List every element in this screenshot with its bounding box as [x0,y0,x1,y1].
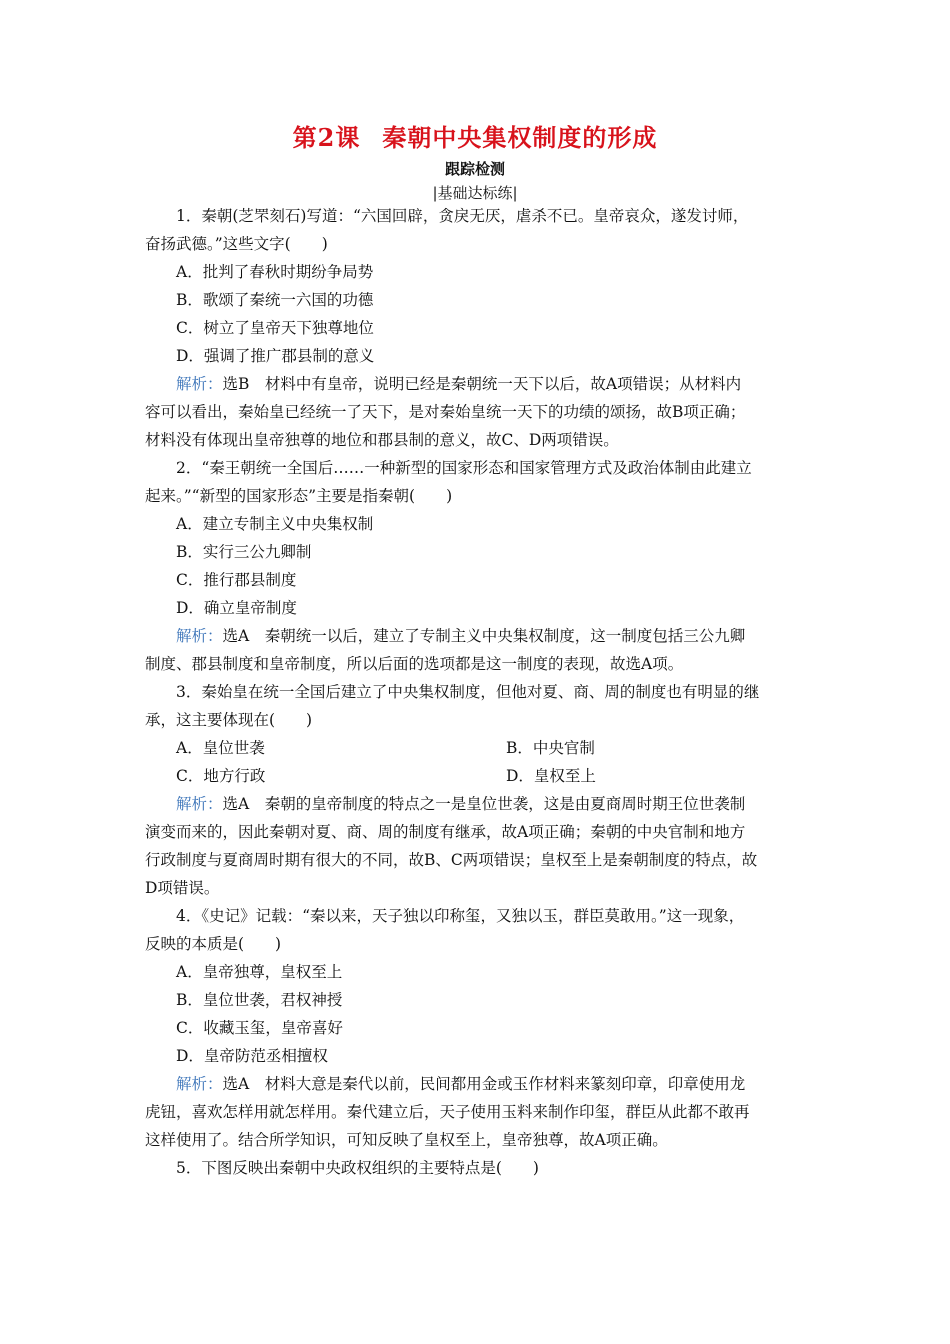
q2-option-a: A．建立专制主义中央集权制 [176,515,374,533]
q3-option-d: D．皇权至上 [506,767,596,785]
explanation-label: 解析： [176,375,223,393]
q3-explanation-line2: 演变而来的，因此秦朝对夏、商、周的制度有继承，故A项正确；秦朝的中央官制和地方 [145,823,746,841]
q2-explanation-line2: 制度、郡县制度和皇帝制度，所以后面的选项都是这一制度的表现，故选A项。 [145,655,684,673]
subtitle: 跟踪检测 [444,160,505,178]
q4-option-b: B．皇位世袭，君权神授 [176,991,343,1009]
section-label: |基础达标练| [432,184,518,202]
q2-option-c: C．推行郡县制度 [176,571,297,589]
question-list [145,202,813,1182]
q2-option-d: D．确立皇帝制度 [176,599,297,617]
q2-stem-line1: 2．“秦王朝统一全国后……一种新型的国家形态和国家管理方式及政治体制由此建立 [176,459,752,477]
q5-stem-line1: 5．下图反映出秦朝中央政权组织的主要特点是( ) [176,1159,539,1177]
q4-option-d: D．皇帝防范丞相擅权 [176,1047,328,1065]
q4-explanation-line2: 虎钮，喜欢怎样用就怎样用。秦代建立后，天子使用玉料来制作印玺，群臣从此都不敢再 [145,1103,750,1121]
q2-explanation-line1: 解析：选A 秦朝统一以后，建立了专制主义中央集权制度，这一制度包括三公九卿 [176,627,746,645]
q4-stem-line2: 反映的本质是( ) [145,935,282,953]
q4-stem-line1: 4．《史记》记载：“秦以来，天子独以印称玺，又独以玉，群臣莫敢用。”这一现象， [176,907,745,925]
lesson-name: 秦朝中央集权制度的形成 [382,123,658,152]
q2-stem-line2: 起来。”“新型的国家形态”主要是指秦朝( ) [145,487,453,505]
q3-option-b: B．中央官制 [506,739,595,757]
q3-stem-line1: 3．秦始皇在统一全国后建立了中央集权制度，但他对夏、商、周的制度也有明显的继 [176,683,760,701]
q3-explanation-line4: D项错误。 [145,879,220,897]
q4-option-c: C．收藏玉玺，皇帝喜好 [176,1019,343,1037]
q3-stem-line2: 承，这主要体现在( ) [145,711,313,729]
q3-option-c: C．地方行政 [176,767,266,785]
q3-options-row1 [145,734,813,762]
q1-option-b: B．歌颂了秦统一六国的功德 [176,291,374,309]
q1-stem-line2: 奋扬武德。”这些文字( ) [145,235,328,253]
q1-explanation-line3: 材料没有体现出皇帝独尊的地位和郡县制的意义，故C、D两项错误。 [145,431,619,449]
q1-explanation-line1: 解析：选B 材料中有皇帝，说明已经是秦朝统一天下以后，故A项错误；从材料内 [176,375,742,393]
explanation-label: 解析： [176,1075,223,1093]
q4-explanation-line1: 解析：选A 材料大意是秦代以前，民间都用金或玉作材料来篆刻印章，印章使用龙 [176,1075,746,1093]
explanation-label: 解析： [176,795,223,813]
q1-option-d: D．强调了推广郡县制的意义 [176,347,375,365]
q3-option-a: A．皇位世袭 [176,739,265,757]
q4-explanation-line3: 这样使用了。结合所学知识，可知反映了皇权至上，皇帝独尊，故A项正确。 [145,1131,668,1149]
lesson-number: 第2课 [292,123,361,152]
q1-explanation-line2: 容可以看出，秦始皇已经统一了天下，是对秦始皇统一天下的功绩的颂扬，故B项正确； [145,403,746,421]
q3-options-row2 [145,762,813,790]
q1-stem-line1: 1．秦朝(芝罘刻石)写道：“六国回辟，贪戾无厌，虐杀不已。皇帝哀众，遂发讨师， [176,207,749,225]
q2-option-b: B．实行三公九卿制 [176,543,312,561]
explanation-label: 解析： [176,627,223,645]
q4-option-a: A．皇帝独尊，皇权至上 [176,963,343,981]
q3-explanation-line1: 解析：选A 秦朝的皇帝制度的特点之一是皇位世袭，这是由夏商周时期王位世袭制 [176,795,746,813]
q1-option-c: C．树立了皇帝天下独尊地位 [176,319,374,337]
q1-option-a: A．批判了春秋时期纷争局势 [176,263,374,281]
lesson-title [0,118,950,153]
q3-explanation-line3: 行政制度与夏商周时期有很大的不同，故B、C两项错误；皇权至上是秦朝制度的特点，故 [145,851,758,869]
